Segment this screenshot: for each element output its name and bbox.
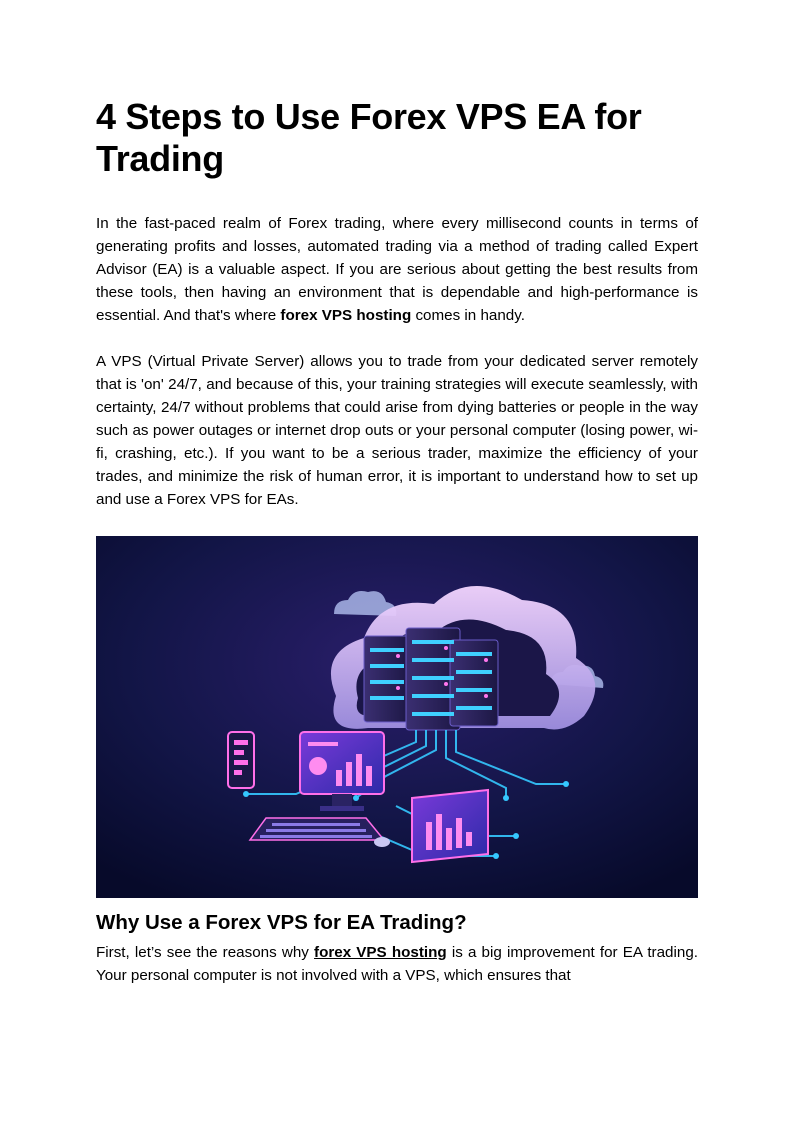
cloud-server-illustration-icon <box>96 536 698 898</box>
section-paragraph <box>96 941 698 987</box>
page-title: 4 Steps to Use Forex VPS EA for Trading <box>96 96 642 179</box>
section-heading: Why Use a Forex VPS for EA Trading? <box>96 911 467 934</box>
intro-paragraph <box>96 212 698 327</box>
intro-text-before: In the fast-paced realm of Forex trading, where every millisecond counts in terms of generating profits and losses, automated trading via a method of trading called Expert Advisor (EA) is a valuable aspect. If you are serious about getting the best results from these tools, then having an environment that is dependable and high-performance is essential. And that's where <box>96 215 698 324</box>
vps-paragraph: A VPS (Virtual Private Server) allows you to trade from your dedicated server remotely that is 'on' 24/7, and because of this, your training strategies will execute seamlessly, with certainty, 24/7 without problems that could arise from dying batteries or people in the way such as power outages or internet drop outs or your personal computer (losing power, wi-fi, crashing, etc.). If you want to be a serious trader, maximize the efficiency of your trades, and minimize the risk of human error, it is important to understand how to set up and use a Forex VPS for EAs. <box>96 353 698 508</box>
intro-text-after: comes in handy. <box>411 307 525 324</box>
document-page <box>96 96 698 987</box>
forex-vps-hosting-link[interactable]: forex VPS hosting <box>280 307 412 324</box>
section-text-before: First, let’s see the reasons why <box>96 944 315 961</box>
section-text-after: is a big improvement for EA trading. Your personal computer is not involved with a VPS, which ensures that <box>96 944 698 984</box>
forex-vps-hosting-link-underlined[interactable]: forex VPS hosting <box>314 944 447 961</box>
